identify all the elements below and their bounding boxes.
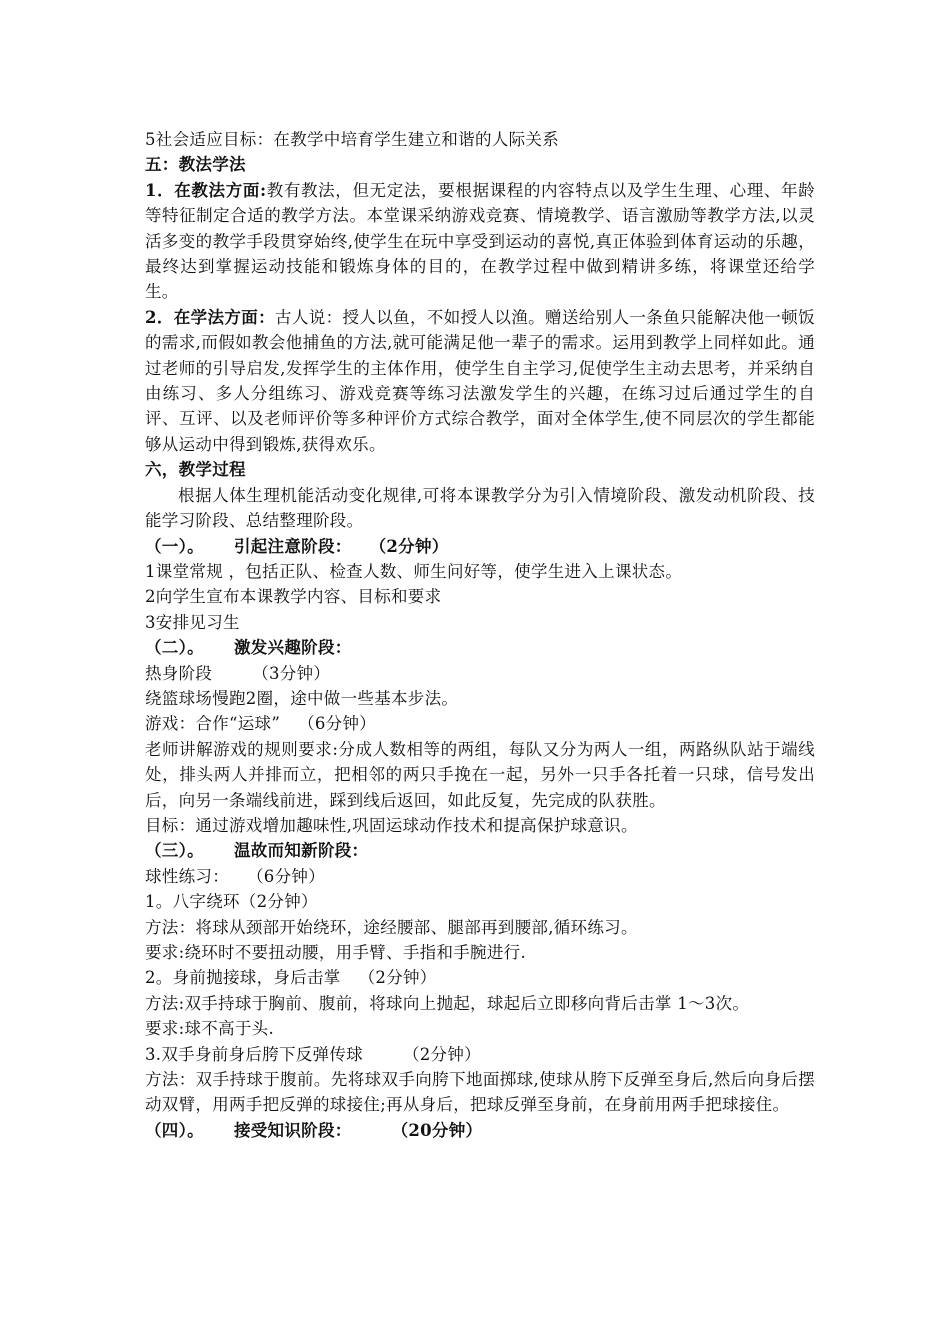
document-page — [145, 127, 815, 1143]
social-goal-line: 5社会适应目标：在教学中培育学生建立和谐的人际关系 — [145, 130, 559, 149]
drill-2-title — [145, 965, 815, 990]
stage-one-duration: （2分钟） — [369, 536, 449, 556]
drill-2-duration: （2分钟） — [358, 968, 437, 988]
stage-one-number: （一）。 — [145, 536, 204, 556]
drill-2-requirement: 要求:球不高于头. — [145, 1019, 275, 1039]
stage-one-heading — [145, 534, 815, 559]
drill-2-label: 2。身前抛接球，身后击掌 — [145, 968, 341, 988]
ball-practice-line — [145, 864, 815, 889]
stage-one-item-3: 3安排见习生 — [145, 612, 240, 632]
stage-four-number: （四）。 — [145, 1120, 204, 1140]
stage-four-heading — [145, 1118, 815, 1143]
game-goal: 目标：通过游戏增加趣味性,巩固运球动作技术和提高保护球意识。 — [145, 815, 638, 835]
teaching-method-label: 1．在教法方面: — [145, 180, 267, 200]
drill-3-method: 方法：双手持球于腹前。先将球双手向胯下地面掷球,使球从胯下反弹至身后,然后向身后摆动双臂，用两手把反弹的球接住;再从身后，把球反弹至身前，在身前用两手把球接住。 — [145, 1070, 815, 1115]
stage-two-heading — [145, 635, 815, 660]
drill-1-requirement: 要求:绕环时不要扭动腰，用手臂、手指和手腕进行. — [145, 943, 527, 962]
stage-three-title: 温故而知新阶段： — [233, 841, 369, 861]
warmup-line — [145, 661, 815, 686]
drill-3-title — [145, 1042, 815, 1067]
game-rules: 老师讲解游戏的规则要求:分成人数相等的两组，每队又分为两人一组，两路纵队站于端线处，排头两人并排而立，把相邻的两只手挽在一起，另外一只手各托着一只球，信号发出后，向另一条端线前进，踩到线后返回，如此反复，先完成的队获胜。 — [145, 739, 815, 810]
drill-1-method: 方法：将球从颈部开始绕环，途经腰部、腿部再到腰部,循环练习。 — [145, 917, 638, 937]
game-label: 游戏：合作“运球” — [145, 714, 281, 734]
drill-3-duration: （2分钟） — [402, 1044, 481, 1064]
learning-method-label: 2．在学法方面： — [145, 307, 275, 327]
drill-1-title: 1。八字绕环（2分钟） — [145, 892, 318, 912]
game-line — [145, 711, 815, 736]
drill-2-method: 方法:双手持球于胸前、腹前，将球向上抛起，球起后立即移向背后击掌 1～3次。 — [145, 993, 750, 1013]
process-intro: 根据人体生理机能活动变化规律,可将本课教学分为引入情境阶段、激发动机阶段、技能学习阶段、总结整理阶段。 — [145, 485, 815, 531]
stage-three-number: （三）。 — [145, 841, 204, 861]
learning-method-text: 古人说：授人以鱼，不如授人以渔。赠送给别人一条鱼只能解决他一顿饭的需求,而假如教会他捕鱼的方法,就可能满足他一辈子的需求。运用到教学上同样如此。通过老师的引导启发,发挥学生的主体作用，使学生自主学习,促使学生主动去思考，并采纳自由练习、多人分组练习、游戏竞赛等练习法激发学生的兴趣，在练习过后通过学生的自评、互评、以及老师评价等多种评价方式综合教学，面对全体学生,使不同层次的学生都能够从运动中得到锻炼,获得欢乐。 — [145, 307, 815, 454]
stage-one-title: 引起注意阶段： — [233, 536, 352, 556]
stage-three-heading — [145, 838, 815, 863]
teaching-method-text: 教有教法，但无定法，要根据课程的内容特点以及学生生理、心理、年龄等特征制定合适的教学方法。本堂课采纳游戏竞赛、情境教学、语言激励等教学方法,以灵活多变的教学手段贯穿始终,使学生在玩中享受到运动的喜悦,真正体验到体育运动的乐趣，最终达到掌握运动技能和锻炼身体的目的，在教学过程中做到精讲多练，将课堂还给学生。 — [145, 180, 815, 302]
stage-two-title: 激发兴趣阶段： — [233, 638, 352, 658]
ball-practice-duration: （6分钟） — [247, 866, 325, 886]
teaching-method-paragraph — [145, 178, 815, 305]
learning-method-paragraph — [145, 305, 815, 457]
warmup-label: 热身阶段 — [145, 663, 213, 683]
stage-two-number: （二）。 — [145, 638, 204, 658]
stage-one-item-1: 1课堂常规 ，包括正队、检查人数、师生问好等，使学生进入上课状态。 — [145, 561, 683, 581]
warmup-duration: （3分钟） — [252, 663, 331, 683]
stage-four-duration: （20分钟） — [391, 1120, 483, 1140]
stage-one-item-2: 2向学生宣布本课教学内容、目标和要求 — [145, 587, 442, 607]
game-duration: （6分钟） — [298, 714, 377, 734]
section-six-heading: 六，教学过程 — [145, 460, 246, 480]
section-five-heading: 五：教法学法 — [145, 155, 246, 175]
drill-3-label: 3.双手身前身后胯下反弹传球 — [145, 1044, 363, 1064]
jog-line: 绕篮球场慢跑2圈，途中做一些基本步法。 — [145, 688, 459, 708]
ball-practice-label: 球性练习： — [145, 866, 229, 886]
stage-four-title: 接受知识阶段： — [233, 1120, 352, 1140]
